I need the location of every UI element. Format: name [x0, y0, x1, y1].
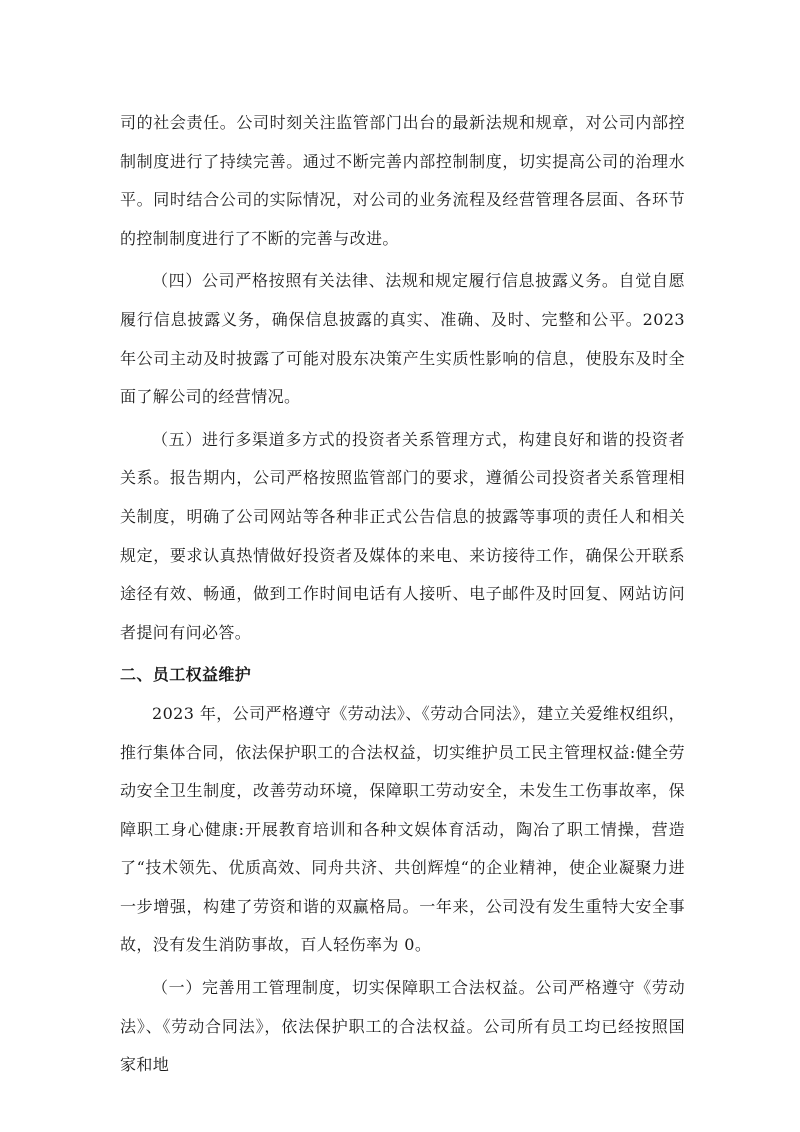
paragraph-employment-management: （一）完善用工管理制度，切实保障职工合法权益。公司严格遵守《劳动法》、《劳动合同法》，依法保护职工的合法权益。公司所有员工均已经按照国家和地 — [120, 978, 685, 1075]
paragraph-employee-rights-2023: 2023 年，公司严格遵守《劳动法》、《劳动合同法》，建立关爱维权组织，推行集体合同，依法保护职工的合法权益，切实维护员工民主管理权益:健全劳动安全卫生制度，改善劳动环境，保障职工劳动安全，未发生工伤事故率，保障职工身心健康:开展教育培训和各种文娱体育活动，陶冶了职工情操，营造了“技术领先、优质高效、同舟共济、共创辉煌“的企业精神，使企业凝聚力进一步增强，构建了劳资和谐的双赢格局。一年来，公司没有发生重特大安全事故，没有发生消防事故，百人轻伤率为 0。 — [120, 703, 685, 955]
paragraph-information-disclosure: （四）公司严格按照有关法律、法规和规定履行信息披露义务。自觉自愿履行信息披露义务，确保信息披露的真实、准确、及时、完整和公平。2023 年公司主动及时披露了可能对股东决策产生实质性影响的信息，使股东及时全面了解公司的经营情况。 — [120, 271, 685, 407]
document-body — [120, 104, 685, 1085]
section-heading-employee-rights: 二、员工权益维护 — [120, 665, 252, 685]
paragraph-investor-relations: （五）进行多渠道多方式的投资者关系管理方式，构建良好和谐的投资者关系。报告期内，公司严格按照监管部门的要求，遵循公司投资者关系管理相关制度，明确了公司网站等各种非正式公告信息的披露等事项的责任人和相关规定，要求认真热情做好投资者及媒体的来电、来访接待工作，确保公开联系途径有效、畅通，做到工作时间电话有人接听、电子邮件及时回复、网站访问者提问有问必答。 — [120, 429, 685, 642]
paragraph-internal-control: 司的社会责任。公司时刻关注监管部门出台的最新法规和规章，对公司内部控制制度进行了持续完善。通过不断完善内部控制制度，切实提高公司的治理水平。同时结合公司的实际情况，对公司的业务流程及经营管理各层面、各环节的控制制度进行了不断的完善与改进。 — [120, 113, 685, 248]
